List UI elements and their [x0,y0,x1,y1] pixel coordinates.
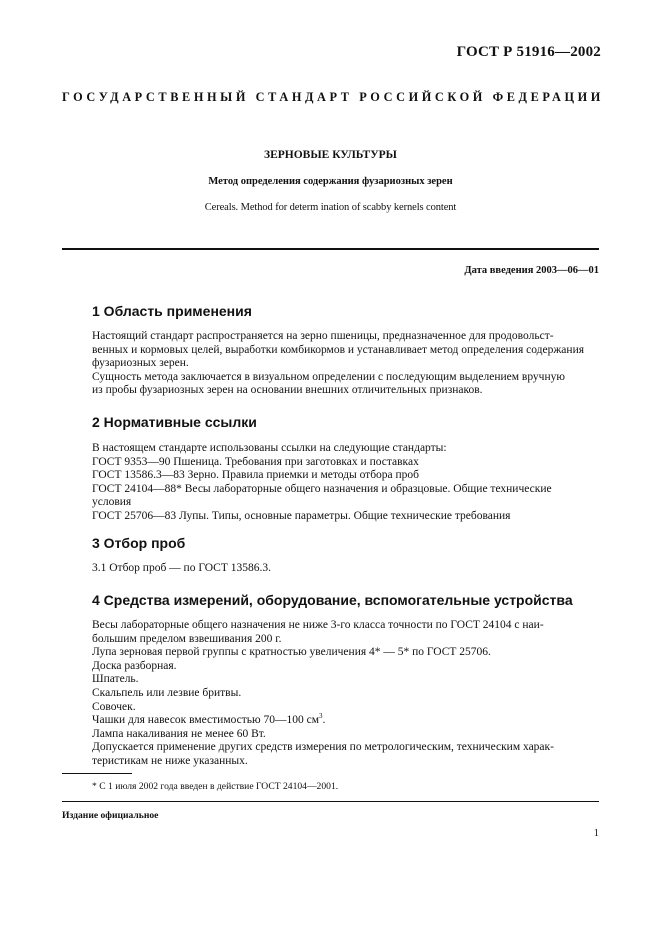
reference-item-continuation: условия [92,496,132,509]
text-line: В настоящем стандарте использованы ссылки на следующие стандарты: [92,442,447,454]
section-1-body [62,330,599,398]
reference-item: ГОСТ 13586.3—83 Зерно. Правила приемки и методы отбора проб [92,469,420,482]
text-line: Настоящий стандарт распространяется на зерно пшеницы, предназначенное для продовольст- [92,330,554,342]
text-line: фузариозных зерен. [92,357,189,370]
footnote-divider [62,773,132,774]
section-3-body [62,562,599,576]
text-line: Доска разборная. [92,659,177,672]
text-line: из пробы фузариозных зерен на основании внешних отличительных признаков. [92,384,483,397]
text-line: Шпатель. [92,673,139,686]
edition-label: Издание официальное [62,810,159,821]
introduction-date: Дата введения 2003—06—01 [464,265,599,276]
footnote: * С 1 июля 2002 года введен в действие ГОСТ 24104—2001. [92,781,339,792]
reference-item: ГОСТ 9353—90 Пшеница. Требования при заготовках и поставках [92,455,419,468]
section-1-heading: 1 Область применения [92,303,252,319]
text-line: Сущность метода заключается в визуальном определении с последующим выделением вручную [92,370,565,383]
superscript: 3 [318,712,323,721]
section-3-heading: 3 Отбор проб [92,535,186,551]
text-fragment: Чашки для навесок вместимостью 70—100 см [92,714,319,727]
state-standard-banner: ГОСУДАРСТВЕННЫЙ СТАНДАРТ РОССИЙСКОЙ ФЕДЕРАЦИИ [62,90,604,104]
text-line: большим пределом взвешивания 200 г. [92,632,282,645]
document-title: ЗЕРНОВЫЕ КУЛЬТУРЫ [264,149,397,161]
section-4-body [62,619,599,769]
text-line: Лупа зерновая первой группы с кратностью увеличения 4* — 5* по ГОСТ 25706. [92,646,491,659]
section-2-heading: 2 Нормативные ссылки [92,414,257,430]
text-line: венных и кормовых целей, выработки комбикормов и устанавливает метод определения содержания [92,343,585,356]
text-line: Совочек. [92,700,136,713]
document-code: ГОСТ Р 51916—2002 [456,44,601,60]
reference-item: ГОСТ 25706—83 Лупы. Типы, основные параметры. Общие технические требования [92,509,511,522]
reference-item: ГОСТ 24104—88* Весы лабораторные общего назначения и образцовые. Общие технические [92,482,552,495]
text-line: Лампа накаливания не менее 60 Вт. [92,727,266,740]
text-line: теристикам не ниже указанных. [92,754,248,767]
section-4-heading: 4 Средства измерений, оборудование, вспомогательные устройства [92,592,573,608]
english-title: Cereals. Method for determ ination of scabby kernels content [204,202,457,213]
section-2-body [62,442,599,524]
text-line: Весы лабораторные общего назначения не ниже 3-го класса точности по ГОСТ 24104 с наи- [92,619,544,631]
text-line: Допускается применение других средств измерения по метрологическим, техническим харак- [92,741,554,754]
text-fragment: . [322,714,326,727]
document-subtitle: Метод определения содержания фузариозных зерен [208,176,453,187]
header-divider [62,248,599,250]
text-line [62,714,599,728]
text-line: Скальпель или лезвие бритвы. [92,686,242,699]
footer-divider [62,801,599,802]
page-number: 1 [593,828,599,839]
text-line: 3.1 Отбор проб — по ГОСТ 13586.3. [92,562,271,574]
